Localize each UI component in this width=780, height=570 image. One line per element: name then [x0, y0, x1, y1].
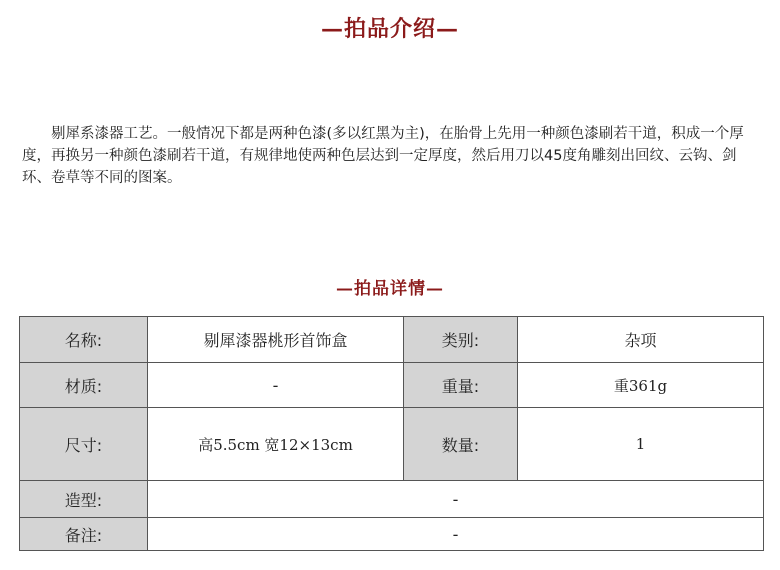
- size-label: 尺寸:: [20, 408, 148, 481]
- details-section-title: —拍品详情—: [336, 279, 444, 299]
- note-label: 备注:: [20, 518, 148, 551]
- shape-label: 造型:: [20, 481, 148, 518]
- table-row: [20, 363, 764, 408]
- material-value: -: [148, 363, 404, 408]
- weight-value: 重361g: [518, 363, 764, 408]
- quantity-label: 数量:: [404, 408, 518, 481]
- shape-value: -: [148, 481, 764, 518]
- category-value: 杂项: [518, 317, 764, 363]
- name-label: 名称:: [20, 317, 148, 363]
- size-value: 高5.5cm 宽12×13cm: [148, 408, 404, 481]
- intro-paragraph: 剔犀系漆器工艺。一般情况下都是两种色漆(多以红黑为主)，在胎骨上先用一种颜色漆刷若干道，积成一个厚度，再换另一种颜色漆刷若干道，有规律地使两种色层达到一定厚度，然后用刀以45度角雕刻出回纹、云钩、剑环、卷草等不同的图案。: [22, 126, 744, 186]
- quantity-value: 1: [518, 408, 764, 481]
- table-row: [20, 317, 764, 363]
- table-row: [20, 518, 764, 551]
- name-value: 剔犀漆器桃形首饰盒: [148, 317, 404, 363]
- table-row: [20, 408, 764, 481]
- weight-label: 重量:: [404, 363, 518, 408]
- material-label: 材质:: [20, 363, 148, 408]
- details-table: [19, 316, 764, 551]
- table-row: [20, 481, 764, 518]
- intro-section-title: —拍品介绍—: [320, 16, 459, 42]
- category-label: 类别:: [404, 317, 518, 363]
- note-value: -: [148, 518, 764, 551]
